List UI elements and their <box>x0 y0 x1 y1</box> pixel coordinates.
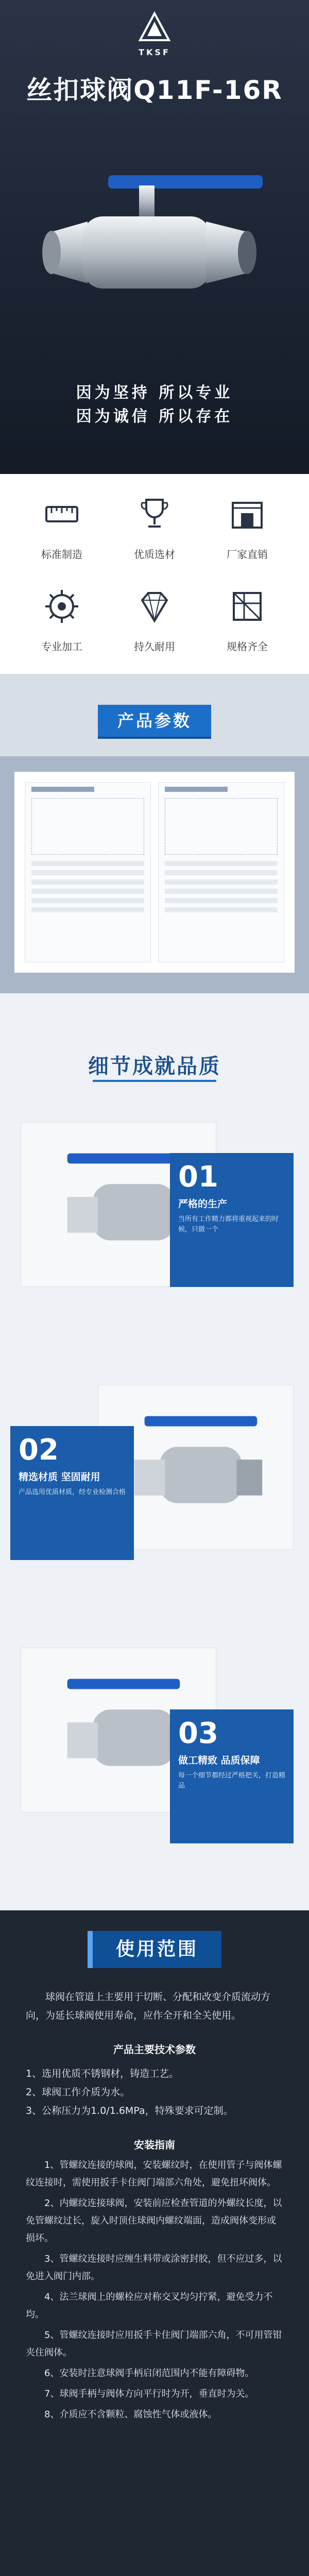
feature-label: 厂家直销 <box>227 548 268 561</box>
feature-label: 持久耐用 <box>134 640 175 653</box>
feature-item <box>108 489 201 561</box>
spec-item: 2、球阀工作介质为水。 <box>26 2087 130 2098</box>
quality-panel: 02 精选材质 坚固耐用 产品选用优质材质，经专业检测合格 <box>10 1426 134 1560</box>
install-item: 2、内螺纹连接球阀，安装前应检查管道的外螺纹长度，以免管螺纹过长，旋入时顶住球阀内螺纹端面，造成阀体变形或损坏。 <box>26 2198 282 2244</box>
install-item: 8、介质应不含颗粒、腐蚀性气体或液体。 <box>44 2409 217 2420</box>
install-subhead: 安装指南 <box>134 2139 175 2151</box>
quality-section <box>0 993 309 1910</box>
feature-item <box>15 489 108 561</box>
hero-banner <box>0 0 309 474</box>
slogan-line-1: 因为坚持 所以专业 <box>76 384 233 402</box>
logo-text: TKSF <box>139 47 170 57</box>
spec-item: 1、选用优质不锈钢材，铸造工艺。 <box>26 2068 179 2079</box>
feature-item <box>201 582 294 653</box>
product-title: 丝扣球阀Q11F-16R <box>26 75 283 105</box>
spec-sheet-left <box>25 782 151 962</box>
spec-sheet-right <box>158 782 284 962</box>
install-item: 7、球阀手柄与阀体方向平行时为开，垂直时为关。 <box>44 2388 254 2399</box>
feature-label: 规格齐全 <box>227 640 268 653</box>
factory-icon <box>226 493 269 536</box>
quality-panel: 01 严格的生产 当所有工作精力都将重视起来的时候，只做一个 <box>170 1153 294 1287</box>
ruler-icon <box>40 493 83 536</box>
specs-subhead: 产品主要技术参数 <box>113 2043 196 2056</box>
feature-item <box>201 489 294 561</box>
feature-label: 标准制造 <box>41 548 82 561</box>
diamond-icon <box>133 585 176 628</box>
usage-intro: 球阀在管道上主要用于切断、分配和改变介质流动方向，为延长球阀使用寿命，应作全开和全关使用。 <box>26 1991 271 2021</box>
install-list <box>26 2157 283 2424</box>
params-section <box>0 674 309 993</box>
quality-item <box>0 1648 309 1895</box>
logo-icon <box>138 11 171 44</box>
feature-item <box>108 582 201 653</box>
spec-item: 3、公称压力为1.0/1.6MPa，特殊要求可定制。 <box>26 2105 233 2116</box>
install-item: 5、管螺纹连接时应用扳手卡住阀门端部六角，不可用管钳夹住阀体。 <box>26 2330 282 2358</box>
install-item: 1、管螺纹连接的球阀，安装螺纹时，在使用管子与阀体螺纹连接时，需使用扳手卡住阀门端部六角处，避免扭坏阀体。 <box>26 2160 282 2188</box>
quality-item <box>0 1122 309 1369</box>
brand-logo <box>134 11 175 57</box>
usage-title: 使用范围 <box>88 1931 221 1968</box>
gear-icon <box>40 585 83 628</box>
params-sheet-card <box>14 772 295 973</box>
feature-list <box>0 474 309 674</box>
install-item: 4、法兰球阀上的螺栓应对称交叉均匀拧紧，避免受力不均。 <box>26 2292 273 2320</box>
slogan <box>0 381 309 429</box>
params-title: 产品参数 <box>98 705 211 737</box>
grid-icon <box>226 585 269 628</box>
quality-panel: 03 做工精致 品质保障 每一个细节都经过严格把关，打造精品 <box>170 1709 294 1843</box>
feature-label: 专业加工 <box>41 640 82 653</box>
slogan-line-2: 因为诚信 所以存在 <box>76 408 233 426</box>
quality-item <box>0 1385 309 1632</box>
install-item: 6、安装时注意球阀手柄启闭范围内不能有障碍物。 <box>44 2368 254 2379</box>
quality-title: 细节成就品质 <box>88 1055 221 1078</box>
ball-valve-image <box>31 155 278 330</box>
feature-item <box>15 582 108 653</box>
install-item: 3、管螺纹连接时应缠生料带或涂密封胶，但不应过多，以免进入阀门内部。 <box>26 2253 282 2282</box>
spec-list <box>26 2064 283 2120</box>
feature-label: 优质选材 <box>134 548 175 561</box>
usage-section <box>0 1910 309 2576</box>
trophy-icon <box>133 493 176 536</box>
